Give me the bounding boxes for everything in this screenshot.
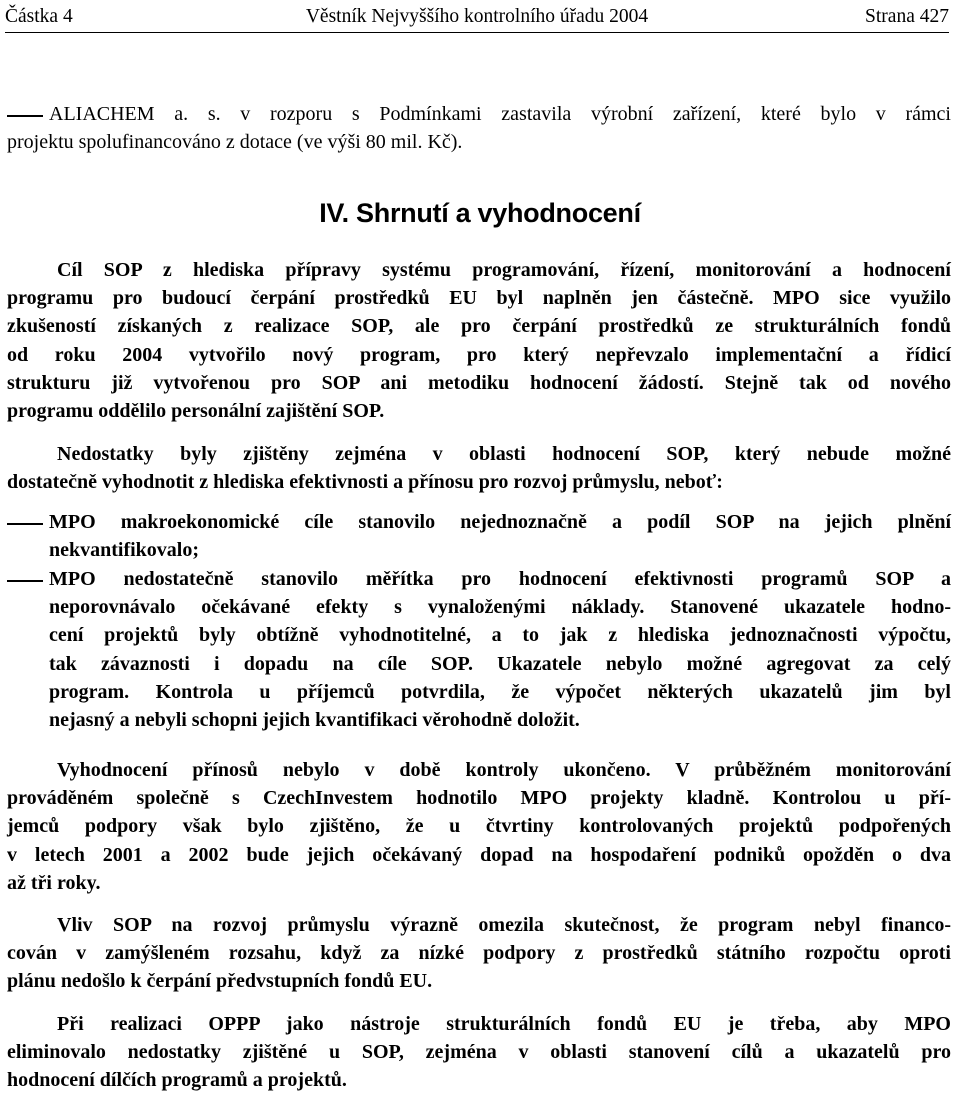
dash-bullet — [7, 580, 43, 582]
text-line: Vliv SOP na rozvoj průmyslu výrazně omezila skutečnost, že program nebyl financo- — [57, 914, 951, 936]
text-line: cení projektů byly obtížně vyhodnotitelné, a to jak z hlediska jednoznačnosti výpočtu, — [49, 624, 951, 647]
text-line: od roku 2004 vytvořilo nový program, pro který nepřevzalo implementační a řídicí — [7, 343, 951, 366]
text-line: neporovnávalo očekávané efekty s vynaloženými náklady. Stanovené ukazatele hodno- — [49, 596, 951, 619]
text-line: cován v zamýšleném rozsahu, když za nízké podpory z prostředků státního rozpočtu oproti — [7, 942, 951, 965]
text-line: plánu nedošlo k čerpání předvstupních fondů EU. — [7, 970, 433, 993]
text-line: nekvantifikovalo; — [49, 539, 200, 562]
paragraph-goal — [7, 256, 951, 425]
bullet-efficiency — [49, 565, 951, 734]
top-bullet — [7, 100, 951, 156]
text-line: MPO makroekonomické cíle stanovilo nejednoznačně a podíl SOP na jejich plnění — [49, 511, 951, 533]
paragraph-evaluation — [7, 756, 951, 897]
text-line: Cíl SOP z hlediska přípravy systému programování, řízení, monitorování a hodnocení — [57, 259, 951, 281]
text-line: hodnocení dílčích programů a projektů. — [7, 1069, 347, 1092]
paragraph-oppp — [7, 1010, 951, 1095]
text-line: jemců podpory však bylo zjištěno, že u čtvrtiny kontrolovaných projektů podpořených — [7, 815, 951, 838]
journal-title: Věstník Nejvyššího kontrolního úřadu 2004 — [305, 6, 649, 27]
text-line: Nedostatky byly zjištěny zejména v oblasti hodnocení SOP, který nebude možné — [57, 443, 951, 465]
issue-number: Částka 4 — [5, 6, 73, 27]
text-line: dostatečně vyhodnotit z hlediska efektivnosti a přínosu pro rozvoj průmyslu, neboť: — [7, 471, 723, 494]
text-line: projektu spolufinancováno z dotace (ve výši 80 mil. Kč). — [7, 131, 463, 154]
text-line: Vyhodnocení přínosů nebylo v době kontroly ukončeno. V průběžném monitorování — [57, 759, 951, 781]
text-line: program. Kontrola u příjemců potvrdila, že výpočet některých ukazatelů jim byl — [49, 680, 951, 703]
text-line: tak závaznosti i dopadu na cíle SOP. Ukazatele nebylo možné agregovat za celý — [49, 652, 951, 675]
section-heading: IV. Shrnutí a vyhodnocení — [319, 198, 641, 228]
text-line: ALIACHEM a. s. v rozporu s Podmínkami zastavila výrobní zařízení, které bylo v rámci — [49, 103, 951, 125]
paragraph-deficiencies — [7, 440, 951, 496]
text-line: zkušeností získaných z realizace SOP, ale pro čerpání prostředků ze strukturálních fondů — [7, 315, 951, 338]
text-line: prováděném společně s CzechInvestem hodnotilo MPO projekty kladně. Kontrolou u pří- — [7, 787, 951, 810]
text-line: programu oddělilo personální zajištění SOP. — [7, 400, 385, 423]
text-line: eliminovalo nedostatky zjištěné u SOP, zejména v oblasti stanovení cílů a ukazatelů pro — [7, 1041, 951, 1064]
page-number: Strana 427 — [865, 6, 949, 27]
text-line: nejasný a nebyli schopni jejich kvantifikaci věrohodně doložit. — [49, 709, 580, 732]
dash-bullet — [7, 523, 43, 525]
bullet-macroeconomic — [49, 508, 951, 564]
text-line: v letech 2001 a 2002 bude jejich očekávaný dopad na hospodaření podniků opožděn o dva — [7, 843, 951, 866]
text-line: Při realizaci OPPP jako nástroje strukturálních fondů EU je třeba, aby MPO — [57, 1013, 951, 1035]
page-header — [5, 6, 949, 33]
paragraph-influence — [7, 911, 951, 996]
text-line: MPO nedostatečně stanovilo měřítka pro hodnocení efektivnosti programů SOP a — [49, 568, 951, 590]
text-line: strukturu již vytvořenou pro SOP ani metodiku hodnocení žádostí. Stejně tak od nového — [7, 371, 951, 394]
text-line: programu pro budoucí čerpání prostředků EU byl naplněn jen částečně. MPO sice využilo — [7, 287, 951, 310]
text-line: až tři roky. — [7, 871, 101, 894]
